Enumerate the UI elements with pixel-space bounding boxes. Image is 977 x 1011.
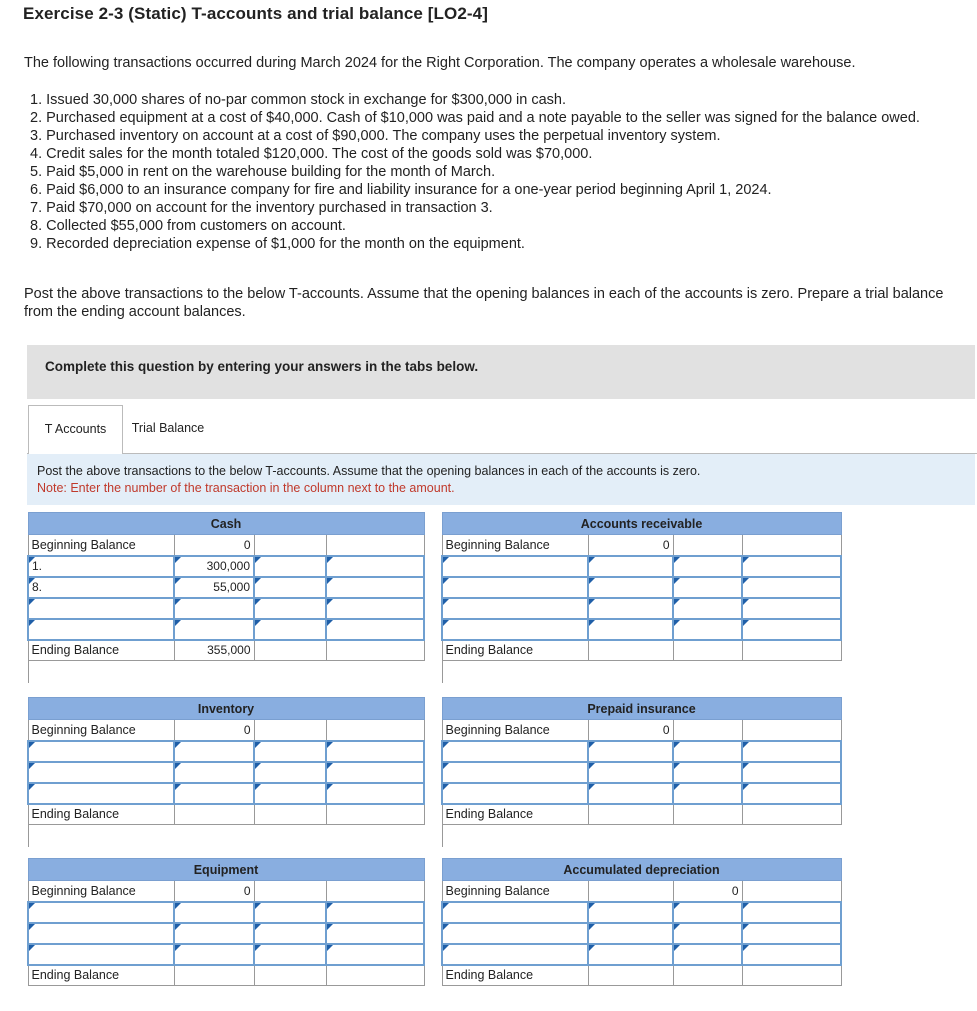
credit-amount-input[interactable] bbox=[673, 741, 742, 762]
debit-amount-input[interactable] bbox=[588, 762, 673, 783]
post-instruction-line: Post the above transactions to the below T-accounts. Assume that the opening balances in each of the accounts is zero. bbox=[37, 464, 701, 478]
transaction-number-input[interactable] bbox=[442, 619, 588, 640]
debit-amount-input[interactable] bbox=[174, 923, 254, 944]
transaction-number-input[interactable] bbox=[28, 598, 174, 619]
transaction-number-input[interactable]: 1. bbox=[28, 556, 174, 577]
beginning-balance-label: Beginning Balance bbox=[28, 881, 174, 902]
transaction-number-input[interactable] bbox=[28, 762, 174, 783]
transaction-number-input[interactable] bbox=[442, 577, 588, 598]
credit-amount-input[interactable] bbox=[673, 598, 742, 619]
debit-amount-input[interactable] bbox=[174, 741, 254, 762]
ending-balance-label: Ending Balance bbox=[442, 804, 588, 825]
transaction-number-input[interactable] bbox=[742, 619, 841, 640]
credit-amount-input[interactable] bbox=[254, 944, 326, 965]
ending-balance-label: Ending Balance bbox=[28, 965, 174, 986]
t-account-prepaid-insurance bbox=[441, 697, 842, 847]
transaction-number-input[interactable] bbox=[442, 598, 588, 619]
transaction-item: 7. Paid $70,000 on account for the inventory purchased in transaction 3. bbox=[30, 200, 493, 216]
debit-amount-input[interactable] bbox=[588, 556, 673, 577]
account-title: Equipment bbox=[28, 859, 424, 881]
transaction-item: 1. Issued 30,000 shares of no-par common stock in exchange for $300,000 in cash. bbox=[30, 92, 567, 108]
credit-amount-input[interactable] bbox=[254, 619, 326, 640]
credit-amount-input[interactable] bbox=[673, 619, 742, 640]
transaction-number-input[interactable] bbox=[742, 783, 841, 804]
transaction-number-input[interactable] bbox=[742, 577, 841, 598]
transaction-number-input[interactable] bbox=[742, 944, 841, 965]
ending-balance-label: Ending Balance bbox=[442, 965, 588, 986]
transaction-number-input[interactable] bbox=[326, 902, 424, 923]
question-banner bbox=[27, 345, 975, 399]
t-account-inventory bbox=[27, 697, 425, 847]
transaction-number-input[interactable] bbox=[326, 741, 424, 762]
t-account-accounts-receivable bbox=[441, 512, 842, 683]
transaction-number-input[interactable] bbox=[742, 556, 841, 577]
transaction-number-input[interactable] bbox=[442, 944, 588, 965]
instruction-text: Post the above transactions to the below T-accounts. Assume that the opening balances in each of the accounts is zero. Prepare a trial balance from the ending account balances. bbox=[24, 286, 944, 320]
account-title: Inventory bbox=[28, 698, 424, 720]
post-note-line: Note: Enter the number of the transaction in the column next to the amount. bbox=[37, 481, 455, 495]
debit-amount-input[interactable]: 55,000 bbox=[174, 577, 254, 598]
transaction-number-input[interactable] bbox=[28, 619, 174, 640]
transaction-number-input[interactable] bbox=[326, 944, 424, 965]
t-account-accumulated-depreciation bbox=[441, 858, 842, 986]
transaction-number-input[interactable] bbox=[442, 556, 588, 577]
transaction-number-input[interactable] bbox=[442, 741, 588, 762]
debit-amount-input[interactable] bbox=[174, 783, 254, 804]
account-title: Prepaid insurance bbox=[442, 698, 841, 720]
credit-amount-input[interactable] bbox=[254, 902, 326, 923]
transaction-item: 5. Paid $5,000 in rent on the warehouse building for the month of March. bbox=[30, 164, 496, 180]
transaction-number-input[interactable] bbox=[442, 902, 588, 923]
transaction-item: 9. Recorded depreciation expense of $1,000 for the month on the equipment. bbox=[30, 236, 525, 252]
debit-amount-input[interactable] bbox=[174, 944, 254, 965]
debit-amount-input[interactable] bbox=[588, 577, 673, 598]
beginning-balance-value: 0 bbox=[588, 535, 673, 556]
credit-amount-input[interactable] bbox=[254, 783, 326, 804]
beginning-balance-label: Beginning Balance bbox=[442, 720, 588, 741]
account-title: Accumulated depreciation bbox=[442, 859, 841, 881]
transaction-number-input[interactable] bbox=[442, 923, 588, 944]
transaction-item: 3. Purchased inventory on account at a cost of $90,000. The company uses the perpetual inventory system. bbox=[30, 128, 721, 144]
transaction-number-input[interactable] bbox=[742, 741, 841, 762]
credit-amount-input[interactable] bbox=[254, 762, 326, 783]
transaction-number-input[interactable] bbox=[28, 783, 174, 804]
transaction-number-input[interactable] bbox=[442, 783, 588, 804]
transaction-number-input[interactable] bbox=[742, 902, 841, 923]
transaction-number-input[interactable] bbox=[326, 556, 424, 577]
tab-t-accounts[interactable]: T Accounts bbox=[28, 405, 123, 455]
ending-balance-value bbox=[174, 965, 254, 986]
debit-amount-input[interactable] bbox=[588, 902, 673, 923]
transaction-number-input[interactable] bbox=[326, 923, 424, 944]
debit-amount-input[interactable] bbox=[588, 741, 673, 762]
account-title: Cash bbox=[28, 513, 424, 535]
credit-amount-input[interactable] bbox=[673, 762, 742, 783]
transaction-number-input[interactable] bbox=[326, 619, 424, 640]
t-account-cash bbox=[27, 512, 425, 683]
post-instructions bbox=[27, 454, 975, 505]
transaction-number-input[interactable] bbox=[28, 923, 174, 944]
banner-text: Complete this question by entering your answers in the tabs below. bbox=[45, 359, 479, 374]
transaction-number-input[interactable] bbox=[326, 577, 424, 598]
debit-amount-input[interactable] bbox=[174, 902, 254, 923]
ending-balance-value bbox=[588, 640, 673, 661]
ending-balance-label: Ending Balance bbox=[28, 640, 174, 661]
ending-balance-value bbox=[174, 804, 254, 825]
transaction-number-input[interactable] bbox=[742, 598, 841, 619]
transaction-list bbox=[30, 91, 960, 253]
credit-amount-input[interactable] bbox=[673, 923, 742, 944]
beginning-balance-value: 0 bbox=[174, 720, 254, 741]
beginning-balance-value: 0 bbox=[588, 720, 673, 741]
ending-balance-value bbox=[588, 804, 673, 825]
transaction-item: 2. Purchased equipment at a cost of $40,000. Cash of $10,000 was paid and a note payable to the seller was signed for the balance owed. bbox=[30, 110, 920, 126]
credit-amount-input[interactable] bbox=[673, 902, 742, 923]
debit-amount-input[interactable] bbox=[174, 619, 254, 640]
transaction-number-input[interactable] bbox=[28, 741, 174, 762]
tab-trial-balance[interactable]: Trial Balance bbox=[131, 421, 205, 435]
transaction-number-input[interactable] bbox=[742, 762, 841, 783]
t-account-equipment bbox=[27, 858, 425, 986]
credit-amount-input[interactable] bbox=[254, 556, 326, 577]
beginning-balance-label: Beginning Balance bbox=[28, 720, 174, 741]
transaction-number-input[interactable] bbox=[742, 923, 841, 944]
tab-bar bbox=[27, 405, 977, 454]
transaction-number-input[interactable] bbox=[326, 762, 424, 783]
credit-amount-input[interactable] bbox=[254, 577, 326, 598]
debit-amount-input[interactable] bbox=[588, 923, 673, 944]
transaction-number-input[interactable] bbox=[326, 783, 424, 804]
account-title: Accounts receivable bbox=[442, 513, 841, 535]
debit-amount-input[interactable] bbox=[588, 783, 673, 804]
ending-balance-label: Ending Balance bbox=[442, 640, 588, 661]
debit-amount-input[interactable] bbox=[174, 762, 254, 783]
transaction-item: 8. Collected $55,000 from customers on account. bbox=[30, 218, 346, 234]
debit-amount-input[interactable] bbox=[174, 598, 254, 619]
exercise-title: Exercise 2-3 (Static) T-accounts and trial balance [LO2-4] bbox=[23, 4, 488, 23]
ending-balance-label: Ending Balance bbox=[28, 804, 174, 825]
credit-amount-input[interactable] bbox=[254, 923, 326, 944]
credit-amount-input[interactable] bbox=[673, 577, 742, 598]
transaction-number-input[interactable] bbox=[28, 902, 174, 923]
transaction-number-input[interactable] bbox=[28, 944, 174, 965]
credit-amount-input[interactable] bbox=[673, 944, 742, 965]
debit-amount-input[interactable]: 300,000 bbox=[174, 556, 254, 577]
ending-balance-value: 355,000 bbox=[174, 640, 254, 661]
beginning-balance-label: Beginning Balance bbox=[28, 535, 174, 556]
transaction-number-input[interactable] bbox=[442, 762, 588, 783]
beginning-balance-value: 0 bbox=[673, 881, 742, 902]
credit-amount-input[interactable] bbox=[254, 598, 326, 619]
transaction-number-input[interactable] bbox=[326, 598, 424, 619]
transaction-number-input[interactable]: 8. bbox=[28, 577, 174, 598]
debit-amount-input[interactable] bbox=[588, 944, 673, 965]
intro-text: The following transactions occurred during March 2024 for the Right Corporation. The company operates a wholesale warehouse. bbox=[24, 55, 856, 71]
debit-amount-input[interactable] bbox=[588, 619, 673, 640]
credit-amount-input[interactable] bbox=[673, 556, 742, 577]
beginning-balance-label: Beginning Balance bbox=[442, 881, 588, 902]
debit-amount-input[interactable] bbox=[588, 598, 673, 619]
ending-balance-value bbox=[588, 965, 673, 986]
transaction-item: 6. Paid $6,000 to an insurance company for fire and liability insurance for a one-year period beginning April 1, 2024. bbox=[30, 182, 772, 198]
beginning-balance-value: 0 bbox=[174, 535, 254, 556]
transaction-item: 4. Credit sales for the month totaled $120,000. The cost of the goods sold was $70,000. bbox=[30, 146, 593, 162]
credit-amount-input[interactable] bbox=[254, 741, 326, 762]
beginning-balance-label: Beginning Balance bbox=[442, 535, 588, 556]
beginning-balance-value: 0 bbox=[174, 881, 254, 902]
credit-amount-input[interactable] bbox=[673, 783, 742, 804]
